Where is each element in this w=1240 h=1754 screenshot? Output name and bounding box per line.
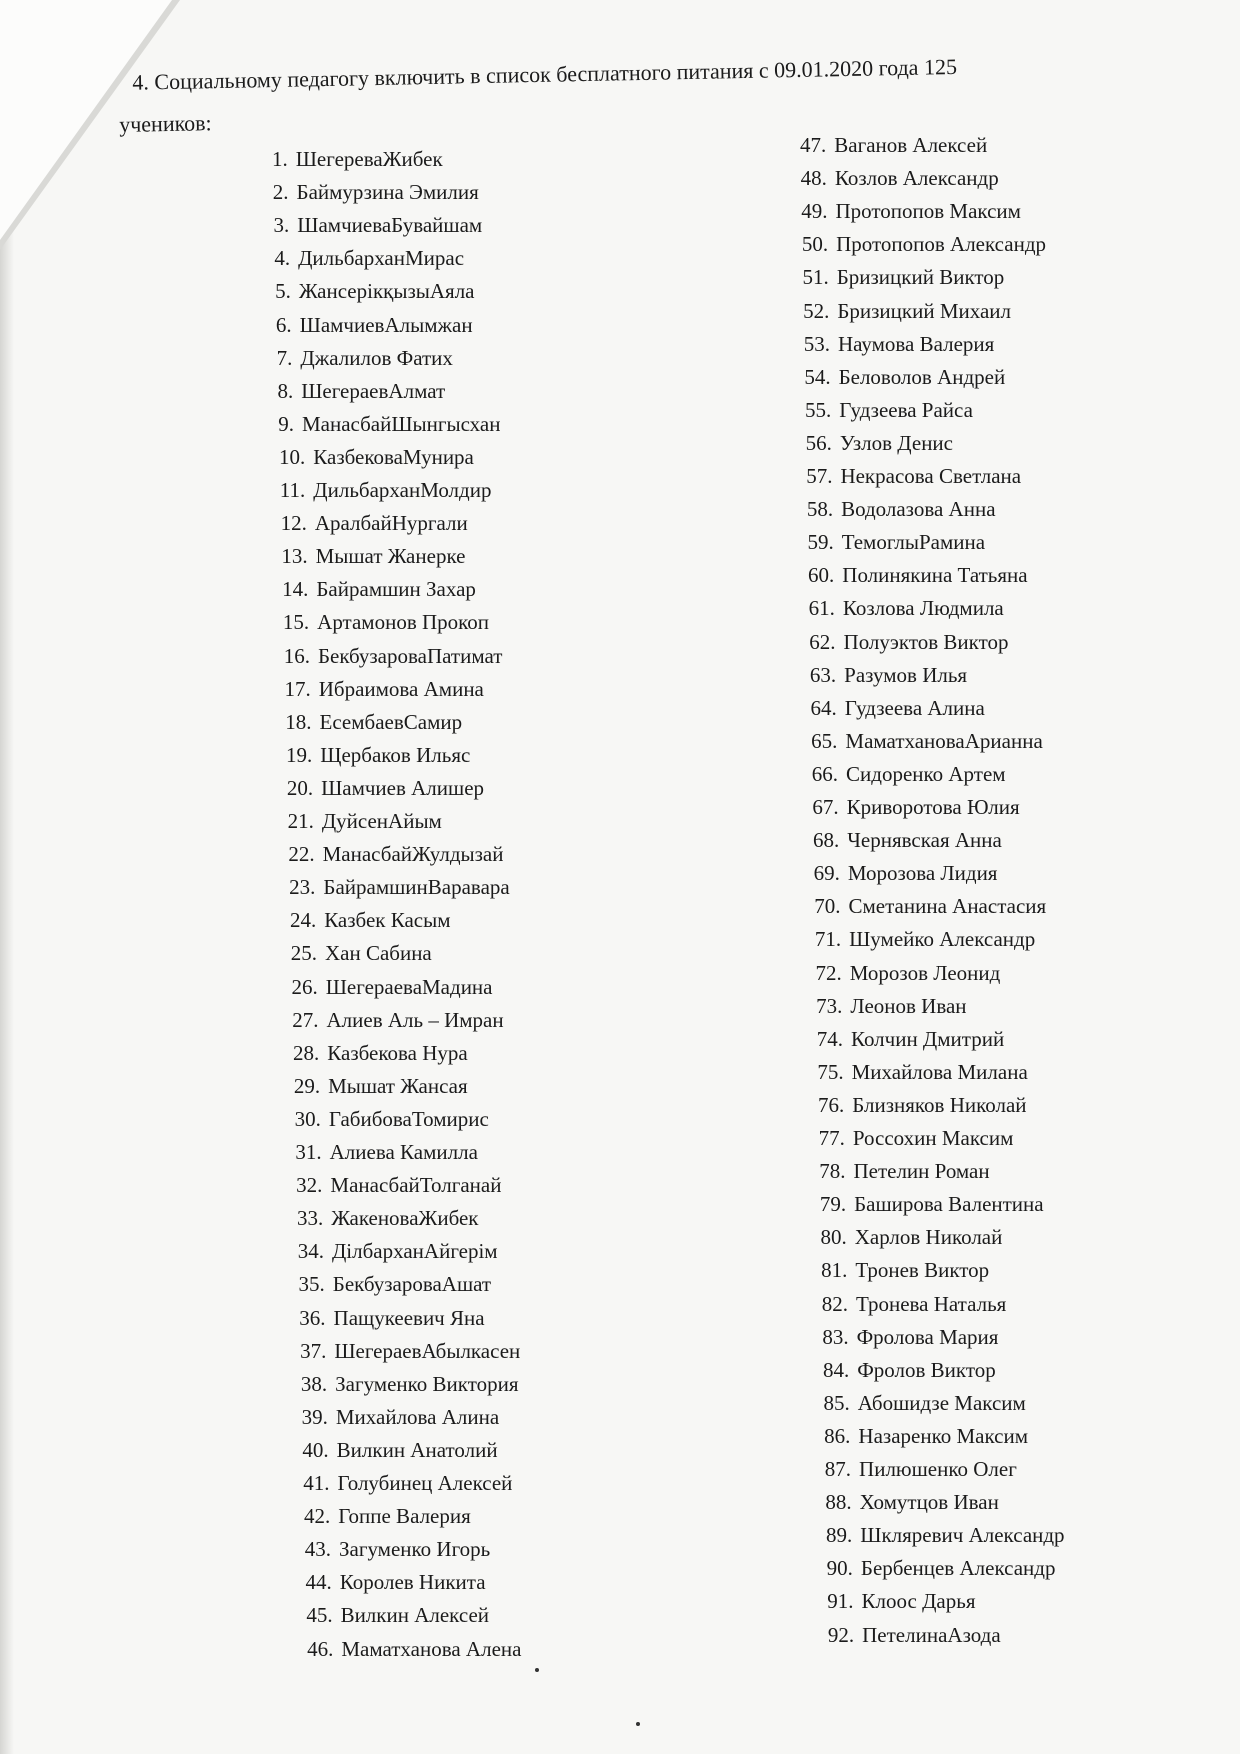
student-number: 33.: [296, 1206, 324, 1231]
student-name: ТемоглыРамина: [841, 530, 986, 555]
student-name: Сидоренко Артем: [846, 761, 1006, 786]
student-name: МанасбайТолганай: [330, 1173, 502, 1198]
student-name: Мышат Жансая: [328, 1073, 468, 1098]
student-list-item: [811, 696, 985, 721]
student-number: 20.: [286, 775, 314, 800]
student-name: Наумова Валерия: [837, 331, 995, 356]
student-list-item: [818, 1093, 1027, 1118]
student-list-item: [810, 663, 967, 688]
student-list-item: [809, 630, 1008, 655]
student-number: 41.: [303, 1471, 330, 1495]
student-list-item: [817, 1027, 1004, 1052]
student-name: БекбузароваПатимат: [317, 643, 503, 668]
student-name: Протопопов Максим: [835, 199, 1021, 224]
student-list-item: [811, 729, 1043, 754]
student-number: 34.: [297, 1239, 324, 1264]
student-list-item: [299, 1306, 484, 1331]
scan-speck: [535, 1668, 539, 1672]
student-list-item: [822, 1325, 998, 1350]
student-name: Козлова Людмила: [842, 596, 1004, 621]
student-list-item: [801, 166, 999, 191]
student-number: 30.: [294, 1106, 321, 1131]
student-list-item: [284, 644, 503, 669]
student-number: 19.: [286, 742, 313, 767]
student-list-item: [293, 1041, 468, 1066]
student-name: Баймурзина Эмилия: [296, 180, 479, 205]
student-list-item: [814, 894, 1046, 919]
student-list-item: [288, 842, 503, 867]
student-name: Байрамшин Захар: [316, 577, 476, 602]
student-number: 65.: [811, 728, 838, 753]
student-number: 62.: [809, 629, 836, 654]
student-list-item: [279, 445, 474, 470]
student-number: 91.: [827, 1589, 854, 1614]
student-name: ДильбарханМирас: [298, 246, 465, 271]
student-number: 18.: [285, 709, 312, 734]
student-list-item: [814, 861, 998, 886]
student-name: Чернявская Анна: [847, 828, 1002, 853]
student-name: Хан Сабина: [324, 941, 432, 966]
student-number: 4.: [274, 246, 291, 271]
student-list-item: [281, 511, 468, 536]
student-list-item: [292, 1008, 503, 1033]
student-number: 37.: [300, 1338, 327, 1363]
student-number: 35.: [298, 1272, 325, 1297]
student-name: КазбековаМунира: [313, 444, 474, 469]
student-list-item: [295, 1140, 478, 1165]
student-number: 66.: [811, 761, 839, 786]
student-name: Загуменко Игорь: [339, 1537, 491, 1562]
student-number: 28.: [293, 1040, 320, 1065]
student-number: 72.: [815, 960, 842, 985]
student-list-item: [820, 1225, 1002, 1250]
student-number: 58.: [806, 497, 834, 522]
student-number: 21.: [287, 809, 314, 833]
student-number: 43.: [304, 1537, 331, 1562]
student-list-item: [807, 497, 996, 522]
student-list-item: [278, 412, 500, 437]
student-number: 81.: [821, 1258, 848, 1283]
student-name: Михайлова Алина: [335, 1404, 500, 1429]
student-name: Морозов Леонид: [849, 960, 1001, 985]
student-number: 2.: [272, 180, 289, 205]
student-number: 29.: [293, 1073, 321, 1098]
student-list-item: [305, 1537, 491, 1562]
student-number: 76.: [817, 1092, 845, 1117]
student-number: 5.: [275, 279, 291, 304]
student-list-item: [823, 1358, 996, 1383]
student-list-item: [292, 975, 493, 1000]
student-list-item: [822, 1292, 1007, 1317]
student-list-item: [816, 961, 1001, 986]
student-name: МанасбайЖулдызай: [322, 842, 504, 867]
student-number: 84.: [822, 1357, 850, 1382]
student-name: ДуйсенАйым: [321, 809, 442, 833]
student-list-item: [824, 1391, 1026, 1416]
student-list-item: [805, 398, 973, 423]
student-list-item: [274, 213, 483, 238]
student-number: 64.: [810, 695, 837, 720]
student-name: Пилюшенко Олег: [859, 1457, 1017, 1481]
student-list-item: [802, 265, 1004, 290]
student-number: 8.: [277, 378, 294, 403]
student-name: Морозова Лидия: [847, 861, 998, 886]
student-list-item: [295, 1107, 489, 1132]
student-list-item: [307, 1637, 521, 1662]
student-list-item: [819, 1159, 989, 1184]
student-list-item: [815, 927, 1035, 952]
student-number: 32.: [296, 1173, 323, 1198]
student-name: Назаренко Максим: [858, 1423, 1028, 1448]
student-list-item: [288, 809, 442, 834]
student-number: 70.: [814, 894, 841, 919]
student-number: 13.: [281, 544, 308, 569]
student-name: Гудзеева Алина: [844, 695, 985, 720]
student-list-item: [813, 828, 1002, 853]
student-name: Пащукеевич Яна: [333, 1305, 485, 1330]
student-list-item: [807, 530, 985, 555]
student-name: Петелин Роман: [853, 1159, 990, 1184]
student-number: 3.: [273, 213, 290, 238]
student-list-item: [806, 431, 953, 456]
student-list-item: [825, 1457, 1017, 1482]
student-list-item: [806, 464, 1021, 489]
student-list-item: [296, 1173, 501, 1198]
student-name: АралбайНургали: [314, 511, 468, 536]
student-name: Вилкин Алексей: [340, 1603, 489, 1628]
student-number: 23.: [289, 875, 316, 900]
student-name: Тронев Виктор: [855, 1258, 990, 1283]
student-name: ШегераеваМадина: [325, 974, 493, 999]
student-name: МаматхановаАрианна: [845, 728, 1043, 753]
student-name: Водолазова Анна: [841, 497, 996, 522]
student-number: 16.: [283, 643, 310, 668]
student-name: Некрасова Светлана: [840, 464, 1022, 488]
student-number: 15.: [282, 610, 310, 635]
student-name: БайрамшинВаравара: [323, 875, 510, 900]
student-number: 40.: [302, 1437, 329, 1462]
student-name: Ваганов Алексей: [834, 133, 988, 157]
student-name: Криворотова Юлия: [846, 795, 1020, 819]
student-list-item: [304, 1504, 471, 1529]
student-list-item: [302, 1438, 497, 1463]
student-list-item: [277, 346, 453, 371]
student-number: 77.: [818, 1126, 845, 1150]
student-number: 46.: [307, 1636, 334, 1661]
student-name: Полуэктов Виктор: [843, 629, 1009, 654]
student-name: ДілбарханАйгерім: [331, 1239, 498, 1264]
student-name: Протопопов Александр: [836, 232, 1047, 257]
student-name: ГабибоваТомирис: [328, 1106, 489, 1131]
student-name: Гоппе Валерия: [338, 1504, 471, 1529]
student-name: Ибраимова Амина: [318, 676, 484, 701]
student-name: Беловолов Андрей: [838, 364, 1006, 389]
student-number: 11.: [279, 478, 306, 502]
student-number: 75.: [817, 1059, 844, 1084]
student-number: 27.: [292, 1007, 319, 1032]
student-name: Михайлова Милана: [851, 1059, 1028, 1084]
student-list-item: [819, 1126, 1014, 1151]
student-name: Бербенцев Александр: [860, 1556, 1056, 1581]
student-number: 31.: [295, 1140, 322, 1164]
student-list-item: [808, 563, 1028, 588]
student-list-item: [275, 279, 474, 304]
student-name: Козлов Александр: [834, 166, 999, 191]
student-name: ЖансерікқызыАяла: [298, 279, 475, 304]
student-number: 50.: [801, 232, 829, 257]
student-number: 87.: [824, 1457, 852, 1481]
student-number: 82.: [821, 1291, 848, 1316]
student-list-item: [280, 478, 492, 503]
student-name: Казбек Касым: [324, 908, 451, 933]
student-name: Вилкин Анатолий: [336, 1437, 498, 1462]
scan-speck: [636, 1722, 640, 1726]
student-number: 52.: [803, 298, 830, 323]
student-number: 38.: [300, 1371, 328, 1396]
student-list-item: [302, 1405, 500, 1430]
student-number: 25.: [290, 941, 317, 966]
student-name: ПетелинаАзода: [862, 1622, 1001, 1647]
student-name: ШамчиеваБувайшам: [297, 213, 483, 238]
student-name: БекбузароваАшат: [332, 1272, 492, 1297]
student-name: Голубинец Алексей: [337, 1471, 513, 1495]
student-name: Абошидзе Максим: [857, 1390, 1026, 1415]
student-number: 1.: [272, 147, 288, 171]
student-name: Россохин Максим: [852, 1126, 1014, 1150]
student-list-item: [284, 677, 483, 702]
student-name: Алиева Камилла: [329, 1140, 478, 1164]
student-name: Щербаков Ильяс: [320, 742, 471, 767]
student-list-item: [802, 232, 1046, 257]
student-list-item: [809, 596, 1004, 621]
student-number: 60.: [808, 563, 835, 588]
student-list-item: [820, 1192, 1044, 1217]
student-list-item: [800, 133, 987, 158]
student-list-item: [804, 332, 995, 357]
student-number: 88.: [825, 1490, 852, 1515]
student-number: 45.: [306, 1603, 333, 1628]
student-number: 61.: [808, 596, 835, 621]
student-list-item: [816, 994, 966, 1019]
student-name: Алиев Аль – Имран: [326, 1007, 504, 1032]
student-list-item: [274, 246, 464, 271]
student-number: 24.: [289, 908, 317, 933]
student-number: 39.: [301, 1404, 328, 1429]
student-name: Сметанина Анастасия: [848, 894, 1047, 919]
student-name: ЕсембаевСамир: [319, 709, 463, 734]
student-number: 71.: [814, 927, 842, 952]
student-name: Бризицкий Михаил: [837, 298, 1012, 323]
student-name: Бризицкий Виктор: [836, 265, 1005, 290]
student-number: 49.: [801, 199, 828, 224]
student-number: 36.: [299, 1305, 326, 1330]
student-number: 74.: [816, 1026, 843, 1051]
student-list-item: [827, 1589, 975, 1614]
student-list-item: [297, 1206, 479, 1231]
student-number: 9.: [278, 411, 294, 436]
student-number: 89.: [826, 1523, 853, 1548]
student-number: 42.: [303, 1504, 331, 1529]
student-number: 69.: [813, 861, 840, 886]
student-number: 78.: [819, 1159, 846, 1184]
student-list-item: [817, 1060, 1027, 1085]
student-name: Мышат Жанерке: [315, 544, 466, 569]
student-number: 26.: [291, 974, 318, 999]
student-list-item: [285, 710, 462, 735]
student-list-item: [276, 313, 473, 338]
student-number: 12.: [280, 511, 307, 536]
student-name: Фролов Виктор: [857, 1357, 996, 1382]
student-number: 83.: [822, 1324, 849, 1349]
student-list-item: [282, 577, 476, 602]
student-number: 7.: [276, 345, 293, 370]
student-number: 79.: [819, 1192, 847, 1217]
student-number: 59.: [807, 530, 834, 555]
student-list-item: [824, 1424, 1028, 1449]
student-name: Гудзеева Райса: [839, 397, 973, 422]
student-number: 6.: [275, 312, 292, 337]
student-list-item: [287, 776, 484, 801]
student-name: Тронева Наталья: [855, 1291, 1007, 1316]
student-name: Харлов Николай: [854, 1225, 1003, 1250]
student-name: Леонов Иван: [850, 993, 967, 1018]
student-number: 90.: [826, 1556, 853, 1581]
student-list-item: [291, 941, 432, 966]
student-name: ШамчиевАлымжан: [299, 312, 473, 337]
student-name: ДильбарханМолдир: [313, 478, 492, 502]
student-name: Шумейко Александр: [849, 927, 1036, 952]
student-name: МанасбайШынгысхан: [301, 411, 501, 436]
order-paragraph-line2: учеников:: [118, 110, 212, 137]
student-number: 10.: [279, 444, 306, 469]
order-paragraph-line1: 4. Социальному педагогу включить в список бесплатного питания с 09.01.2020 года 125: [132, 53, 958, 95]
student-list-item: [812, 795, 1019, 820]
student-name: Казбекова Нура: [327, 1040, 468, 1065]
student-list-item: [289, 875, 510, 900]
student-name: Баширова Валентина: [854, 1192, 1044, 1217]
student-list-item: [804, 365, 1005, 390]
order-paragraph: [118, 43, 1099, 146]
student-number: 54.: [804, 364, 831, 389]
student-number: 51.: [802, 265, 829, 290]
student-name: Королев Никита: [339, 1570, 486, 1595]
student-list-item: [273, 180, 479, 205]
student-name: Полинякина Татьяна: [842, 563, 1028, 588]
student-number: 85.: [823, 1390, 850, 1415]
student-name: Шамчиев Алишер: [321, 775, 485, 800]
student-number: 48.: [800, 166, 827, 191]
student-list-item: [294, 1074, 468, 1099]
student-number: 55.: [804, 397, 832, 422]
student-list-item: [281, 544, 465, 569]
student-number: 17.: [284, 676, 311, 701]
student-list-item: [272, 147, 443, 172]
student-list-item: [827, 1556, 1056, 1581]
student-list-item: [812, 762, 1006, 787]
student-number: 68.: [813, 828, 840, 853]
student-name: ШегереваЖибек: [295, 147, 443, 171]
student-list-item: [826, 1523, 1065, 1548]
student-list-item: [299, 1272, 492, 1297]
student-list-item: [283, 610, 489, 635]
student-name: Джалилов Фатих: [300, 345, 453, 370]
student-name: Близняков Николай: [852, 1092, 1027, 1117]
student-number: 67.: [812, 795, 839, 819]
student-name: Узлов Денис: [839, 430, 953, 455]
student-list-item: [301, 1372, 519, 1397]
student-name: Фролова Мария: [856, 1324, 999, 1349]
student-number: 73.: [816, 993, 843, 1018]
student-name: Маматханова Алена: [341, 1636, 522, 1661]
student-list-item: [277, 379, 445, 404]
student-name: Разумов Илья: [844, 662, 968, 687]
student-number: 47.: [800, 133, 827, 157]
student-name: ШегераевАбылкасен: [334, 1338, 521, 1363]
student-list-item: [303, 1471, 512, 1496]
student-name: ШегераевАлмат: [301, 378, 446, 403]
student-list-item: [300, 1339, 520, 1364]
student-name: ЖакеноваЖибек: [331, 1206, 479, 1231]
student-list-item: [306, 1603, 489, 1628]
student-list-item: [821, 1258, 989, 1283]
student-number: 92.: [827, 1622, 855, 1647]
student-number: 44.: [305, 1570, 332, 1595]
student-list-item: [803, 299, 1011, 324]
student-list-item: [801, 199, 1021, 224]
student-name: Клоос Дарья: [861, 1589, 976, 1614]
student-number: 56.: [805, 430, 832, 455]
student-number: 14.: [282, 577, 309, 602]
student-name: Загуменко Виктория: [335, 1371, 519, 1396]
student-list-item: [306, 1570, 486, 1595]
student-name: Шкляревич Александр: [860, 1523, 1065, 1548]
student-list-item: [298, 1239, 498, 1264]
student-number: 57.: [806, 464, 833, 488]
student-number: 86.: [824, 1423, 851, 1448]
student-list-item: [825, 1490, 998, 1515]
student-list-item: [828, 1623, 1001, 1648]
student-list-item: [286, 743, 470, 768]
scan-left-edge: [0, 0, 14, 1754]
student-name: Артамонов Прокоп: [317, 610, 490, 635]
student-number: 63.: [809, 662, 837, 687]
student-number: 22.: [288, 842, 315, 867]
student-number: 80.: [820, 1225, 847, 1250]
student-name: Колчин Дмитрий: [850, 1026, 1005, 1051]
student-number: 53.: [803, 331, 830, 356]
student-name: Хомутцов Иван: [859, 1490, 999, 1515]
student-list-item: [290, 908, 451, 933]
